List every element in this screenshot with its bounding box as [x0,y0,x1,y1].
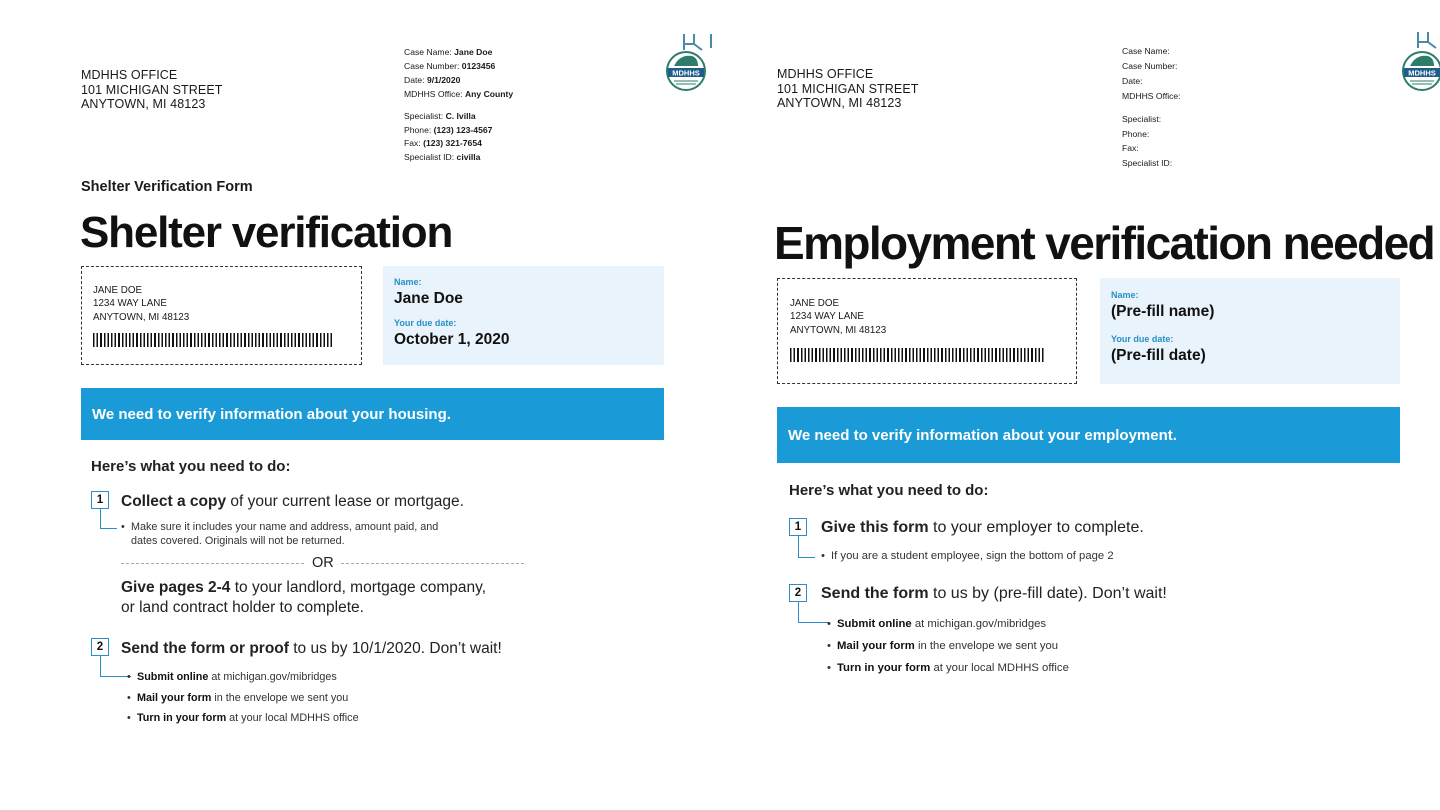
recipient-city: ANYTOWN, MI 48123 [790,324,887,336]
recipient-city: ANYTOWN, MI 48123 [93,311,190,323]
todo-heading: Here’s what you need to do: [789,482,989,499]
case-number: 0123456 [461,60,496,71]
step-number-1: 1 [789,518,807,536]
step-connector [798,536,815,558]
list-item: • Mail your form in the envelope we sent you [827,640,1059,652]
step-number-2: 2 [789,584,807,602]
case-details: Case Name: Case Number: Date: MDHHS Office: Specialist: Phone: Fax: Specialist ID: [1122,46,1181,169]
mdhhs-seal-icon [1400,30,1440,92]
logo-text: MDHHS [1408,68,1436,78]
list-item: • Submit online at michigan.gov/mibridges [827,618,1047,630]
step-2-instruction: Send the form to us by (pre-fill date). Don’t wait! [821,585,1167,602]
recipient-name: JANE DOE [790,298,839,309]
postal-barcode [790,348,1044,362]
name-label: Name: [394,277,422,287]
due-date-label: Your due date: [1111,334,1174,344]
specialist-phone: (123) 123-4567 [433,124,493,135]
office-name: MDHHS OFFICE [81,68,178,82]
step-1-bullet: • Make sure it includes your name and address, amount paid, and dates covered. Originals will not be returned. [121,521,439,548]
list-item: • Mail your form in the envelope we sent you [127,691,349,704]
employment-verification-form [720,0,1440,810]
office-city: ANYTOWN, MI 48123 [777,96,902,110]
step-1-instruction: Give this form to your employer to complete. [821,519,1144,536]
case-name: Jane Doe [454,47,493,57]
recipient-street: 1234 WAY LANE [790,311,864,323]
case-date: 9/1/2020 [426,74,461,85]
mdhhs-seal-icon [664,32,708,94]
step-connector [798,601,829,623]
name-value: (Pre-fill name) [1111,303,1215,320]
due-date-value: (Pre-fill date) [1111,347,1206,364]
office-name: MDHHS OFFICE [777,67,874,81]
office-address [777,67,919,111]
page-title: Employment verification needed [774,217,1435,269]
specialist-id: civilla [456,152,481,163]
recipient-name: JANE DOE [93,285,142,296]
recipient-street: 1234 WAY LANE [93,298,167,310]
step-2-bullets [127,667,359,729]
step-number-1: 1 [91,491,109,509]
name-label: Name: [1111,290,1139,300]
due-date-label: Your due date: [394,318,457,328]
info-banner: We need to verify information about your employment. [777,407,1400,463]
case-details: Case Name: Jane Doe Case Number: 0123456 Date: 9/1/2020 MDHHS Office: Any County Specialist: C. Ivilla Phone: (123) 123-4567 Fax: (123) 321-7654 Specialist ID: civilla [404,47,514,163]
postal-barcode [93,333,333,347]
name-value: Jane Doe [394,290,463,307]
recipient-info-box [383,266,664,365]
list-item: • Submit online at michigan.gov/mibridges [127,671,337,683]
todo-heading: Here’s what you need to do: [91,458,291,475]
due-date-value: October 1, 2020 [394,331,510,348]
mailing-address-window [777,278,1077,384]
case-office: Any County [464,88,514,99]
office-street: 101 MICHIGAN STREET [777,81,919,96]
page-title: Shelter verification [80,208,453,257]
step-2-instruction: Send the form or proof to us by 10/1/2020. Don’t wait! [121,640,502,657]
step-1-instruction: Collect a copy of your current lease or mortgage. [121,493,464,510]
office-street: 101 MICHIGAN STREET [81,82,223,97]
info-banner: We need to verify information about your housing. [81,388,664,440]
specialist-fax: (123) 321-7654 [423,138,482,149]
step-1-bullet: • If you are a student employee, sign the bottom of page 2 [821,550,1114,562]
list-item: • Turn in your form at your local MDHHS office [127,712,359,724]
step-number-2: 2 [91,638,109,656]
form-name: Shelter Verification Form [81,179,253,195]
specialist-name: C. Ivilla [445,110,476,121]
step-connector [100,509,117,529]
office-address [81,68,223,112]
or-label: OR [306,555,340,571]
mailing-address-window [81,266,362,365]
step-1-alternative: Give pages 2-4 to your landlord, mortgage company, or land contract holder to complete. [121,579,487,616]
logo-text: MDHHS [672,68,700,78]
list-item: • Turn in your form at your local MDHHS office [827,662,1069,674]
recipient-info-box [1100,278,1400,384]
office-city: ANYTOWN, MI 48123 [81,97,206,111]
step-2-bullets [827,613,1069,679]
